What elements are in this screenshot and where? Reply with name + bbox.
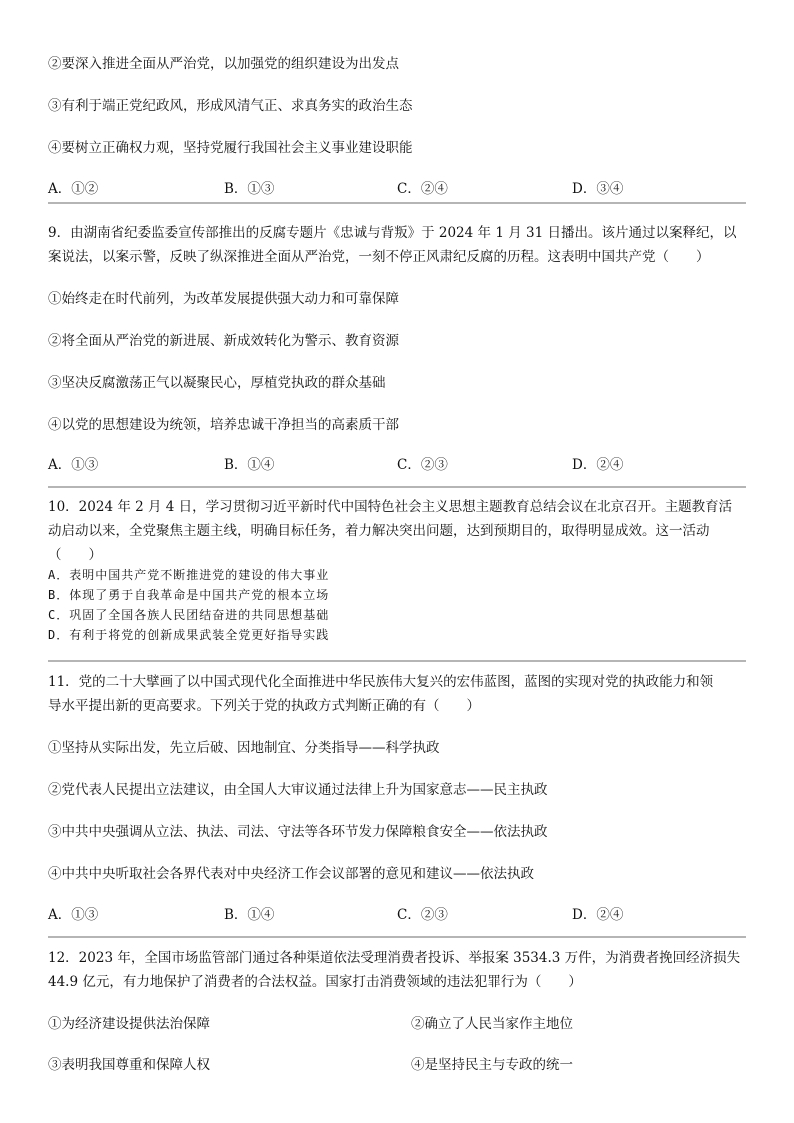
q9-stem-line1: 9．由湖南省纪委监委宣传部推出的反腐专题片《忠诚与背叛》于 2024 年 1 月 31 日播出。该片通过以案释纪，以 bbox=[48, 225, 737, 241]
q8-option-b[interactable]: B．①③ bbox=[224, 181, 275, 197]
q9-item-4: ④以党的思想建设为统领，培养忠诚干净担当的高素质干部 bbox=[48, 417, 399, 433]
q9-stem-line2: 案说法，以案示警，反映了纵深推进全面从严治党，一刻不停正风肃纪反腐的历程。这表明中国共产党（ ） bbox=[48, 249, 710, 265]
q9-option-a[interactable]: A．①③ bbox=[48, 457, 99, 473]
q8-option-c[interactable]: C．②④ bbox=[397, 181, 448, 197]
q10-choice-c[interactable]: C．巩固了全国各族人民团结奋进的共同思想基础 bbox=[48, 608, 330, 622]
q12-item-3: ③表明我国尊重和保障人权 bbox=[48, 1057, 210, 1073]
q11-stem-line2: 导水平提出新的更高要求。下列关于党的执政方式判断正确的有（ ） bbox=[48, 698, 480, 714]
q8-options bbox=[48, 177, 746, 197]
q10-choice-b[interactable]: B．体现了勇于自我革命是中国共产党的根本立场 bbox=[48, 588, 330, 602]
q11-option-b[interactable]: B．①④ bbox=[224, 907, 275, 923]
q11-item-3: ③中共中央强调从立法、执法、司法、守法等各环节发力保障粮食安全——依法执政 bbox=[48, 824, 548, 840]
separator bbox=[48, 660, 746, 662]
separator bbox=[48, 486, 746, 488]
q12-item-4: ④是坚持民主与专政的统一 bbox=[411, 1057, 573, 1073]
q10-stem-line2: 动启动以来，全党聚焦主题主线，明确目标任务，着力解决突出问题，达到预期目的，取得明显成效。这一活动 bbox=[48, 523, 710, 539]
q8-option-a[interactable]: A．①② bbox=[48, 181, 99, 197]
q11-option-a[interactable]: A．①③ bbox=[48, 907, 99, 923]
q9-option-c[interactable]: C．②③ bbox=[397, 457, 448, 473]
q11-item-1: ①坚持从实际出发，先立后破、因地制宜、分类指导——科学执政 bbox=[48, 740, 440, 756]
q9-option-b[interactable]: B．①④ bbox=[224, 457, 275, 473]
q11-item-4: ④中共中央听取社会各界代表对中央经济工作会议部署的意见和建议——依法执政 bbox=[48, 866, 534, 882]
q11-options bbox=[48, 903, 746, 923]
q12-item-1: ①为经济建设提供法治保障 bbox=[48, 1016, 210, 1032]
q8-item-2: ②要深入推进全面从严治党，以加强党的组织建设为出发点 bbox=[48, 56, 399, 72]
q9-option-d[interactable]: D．②④ bbox=[572, 457, 624, 473]
q10-choice-a[interactable]: A．表明中国共产党不断推进党的建设的伟大事业 bbox=[48, 568, 330, 582]
q12-stem-line2: 44.9 亿元，有力地保护了消费者的合法权益。国家打击消费领域的违法犯罪行为（ ） bbox=[48, 974, 582, 990]
q11-option-c[interactable]: C．②③ bbox=[397, 907, 448, 923]
q9-item-2: ②将全面从严治党的新进展、新成效转化为警示、教育资源 bbox=[48, 333, 399, 349]
q9-options bbox=[48, 453, 746, 473]
q9-item-1: ①始终走在时代前列，为改革发展提供强大动力和可靠保障 bbox=[48, 291, 399, 307]
q11-option-d[interactable]: D．②④ bbox=[572, 907, 624, 923]
q11-item-2: ②党代表人民提出立法建议，由全国人大审议通过法律上升为国家意志——民主执政 bbox=[48, 782, 548, 798]
q10-choice-d[interactable]: D．有利于将党的创新成果武装全党更好指导实践 bbox=[48, 628, 330, 642]
separator bbox=[48, 202, 746, 204]
q10-stem-line1: 10．2024 年 2 月 4 日，学习贯彻习近平新时代中国特色社会主义思想主题教育总结会议在北京召开。主题教育活 bbox=[48, 499, 733, 515]
q8-item-3: ③有利于端正党纪政风，形成风清气正、求真务实的政治生态 bbox=[48, 98, 413, 114]
q12-item-2: ②确立了人民当家作主地位 bbox=[411, 1016, 573, 1032]
q8-option-d[interactable]: D．③④ bbox=[572, 181, 624, 197]
q11-stem-line1: 11．党的二十大擘画了以中国式现代化全面推进中华民族伟大复兴的宏伟蓝图，蓝图的实现对党的执政能力和领 bbox=[48, 674, 714, 690]
q10-stem-line3: （ ） bbox=[48, 547, 102, 563]
q12-stem-line1: 12．2023 年，全国市场监管部门通过各种渠道依法受理消费者投诉、举报案 3534.3 万件，为消费者挽回经济损失 bbox=[48, 950, 741, 966]
q8-item-4: ④要树立正确权力观，坚持党履行我国社会主义事业建设职能 bbox=[48, 140, 413, 156]
q9-item-3: ③坚决反腐激荡正气以凝聚民心，厚植党执政的群众基础 bbox=[48, 375, 386, 391]
separator bbox=[48, 936, 746, 938]
